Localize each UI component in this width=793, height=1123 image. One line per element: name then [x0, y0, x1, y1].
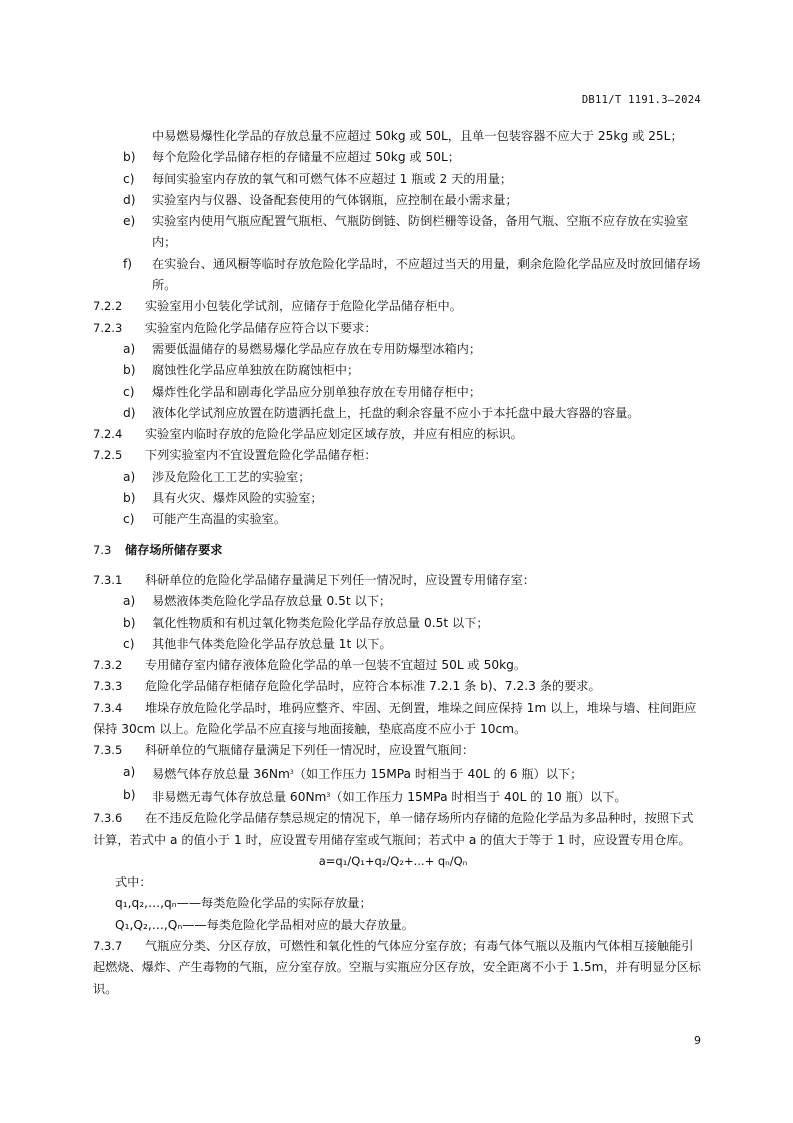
text-part: 非易燃无毒气体存放总量 60Nm — [152, 789, 327, 804]
list-item-text: 爆炸性化学品和剧毒化学品应分别单独存放在专用储存柜中； — [152, 384, 482, 399]
list-item-text — [152, 767, 582, 781]
list-item-text: 每间实验室内存放的氧气和可燃气体不应超过 1 瓶或 2 天的用量； — [152, 171, 513, 186]
text-part: （如工作压力 15MPa 时相当于 40L 的 10 瓶）以下。 — [330, 789, 627, 804]
list-item — [93, 785, 705, 808]
document-id-header: DB11/T 1191.3—2024 — [581, 94, 701, 106]
formula: a=q₁/Q₁+q₂/Q₂+...+ qₙ/Qₙ — [318, 853, 468, 868]
clause-7-3-4 — [93, 698, 705, 741]
list-item — [93, 762, 705, 785]
list-item-text: 液体化学试剂应放置在防遗洒托盘上，托盘的剩余容量不应小于本托盘中最大容器的容量。 — [152, 405, 640, 420]
list-item-text: 涉及危险化工工艺的实验室； — [152, 469, 311, 484]
list-item — [93, 169, 705, 190]
list-item — [93, 360, 705, 381]
list-item — [93, 254, 705, 297]
list-item-text: 每个危险化学品储存柜的存储量不应超过 50kg 或 50L； — [152, 150, 460, 165]
clause-number: 7.3.4 — [93, 700, 123, 715]
list-item — [93, 634, 705, 655]
formula-definition: Q₁,Q₂,…,Qₙ——每类危险化学品相对应的最大存放量。 — [115, 917, 414, 932]
clause-number: 7.3.5 — [93, 743, 123, 758]
clause-7-3-1 — [93, 570, 705, 591]
list-item-text — [152, 790, 627, 804]
list-item-text: 需要低温储存的易燃易爆化学品应存放在专用防爆型冰箱内； — [152, 341, 482, 356]
clause-7-2-2 — [93, 296, 705, 317]
clause-text: 气瓶应分类、分区存放，可燃性和氧化性的气体应分室存放；有毒气体气瓶以及瓶内气体相互接触能引起燃烧、爆炸、产生毒物的气瓶，应分室存放。空瓶与实瓶应分区存放，安全距离不小于 1.5m，并有明显分区标识。 — [93, 938, 701, 996]
clause-text: 在不违反危险化学品储存禁忌规定的情况下，单一储存场所内存储的危险化学品为多品种时，按照下式计算，若式中 a 的值小于 1 时，应设置专用储存室或气瓶间；若式中 a 的值大于等于 1 时，应设置专用仓库。 — [93, 811, 694, 847]
list-item — [93, 488, 705, 509]
list-item — [93, 339, 705, 360]
clause-number: 7.3.1 — [93, 572, 123, 587]
list-item-label: a) — [123, 764, 136, 779]
clause-text: 堆垛存放危险化学品时，堆码应整齐、牢固、无倒置，堆垛之间应保持 1m 以上，堆垛与墙、柱间距应保持 30cm 以上。危险化学品不应直接与地面接触，垫底高度不应小于 10cm。 — [93, 700, 697, 737]
continued-item-text: 中易燃易爆性化学品的存放总量不应超过 50kg 或 50L，且单一包装容器不应大于 25kg 或 25L； — [152, 129, 683, 143]
clause-7-2-3 — [93, 318, 705, 339]
text-part: （如工作压力 15MPa 时相当于 40L 的 6 瓶）以下； — [293, 766, 583, 781]
list-item — [93, 509, 705, 530]
clause-number: 7.3.3 — [93, 679, 123, 694]
list-item-text: 氧化性物质和有机过氧化物类危险化学品存放总量 0.5t 以下； — [152, 615, 489, 630]
list-item-text: 具有火灾、爆炸风险的实验室； — [152, 491, 323, 506]
clause-7-3-7 — [93, 936, 705, 1000]
text-part: 易燃气体存放总量 36Nm — [152, 766, 290, 781]
section-number: 7.3 — [93, 542, 112, 557]
list-item-label: c) — [123, 512, 135, 527]
formula-definition: q₁,q₂,…,qₙ——每类危险化学品的实际存放量； — [115, 896, 372, 911]
page-number: 9 — [694, 1034, 701, 1047]
list-item-label: c) — [123, 384, 135, 399]
clause-number: 7.2.5 — [93, 448, 123, 463]
formula-where-label: 式中： — [115, 875, 152, 890]
list-item-label: d) — [123, 405, 136, 420]
list-item — [93, 147, 705, 168]
list-item — [93, 467, 705, 488]
clause-number: 7.2.3 — [93, 320, 123, 335]
list-item — [93, 382, 705, 403]
list-item — [93, 211, 705, 254]
list-item-text: 可能产生高温的实验室。 — [152, 512, 287, 527]
clause-number: 7.3.6 — [93, 811, 123, 826]
list-item-text: 实验室内使用气瓶应配置气瓶柜、气瓶防倒链、防倒栏栅等设备，备用气瓶、空瓶不应存放在实验室内； — [152, 214, 689, 250]
list-item — [93, 403, 705, 424]
list-item-text: 易燃液体类危险化学品存放总量 0.5t 以下； — [152, 594, 392, 609]
clause-number: 7.3.7 — [93, 938, 123, 953]
list-item-label: b) — [123, 491, 136, 506]
list-item-label: a) — [123, 594, 136, 609]
list-item-label: b) — [123, 150, 136, 165]
list-item-label: a) — [123, 469, 136, 484]
clause-text: 危险化学品储存柜储存危险化学品时，应符合本标准 7.2.1 条 b)、7.2.3 条的要求。 — [145, 679, 601, 694]
list-item-text: 在实验台、通风橱等临时存放危险化学品时，不应超过当天的用量，剩余危险化学品应及时放回储存场所。 — [152, 256, 701, 293]
clause-number: 7.2.4 — [93, 427, 123, 442]
clause-text: 实验室用小包装化学试剂，应储存于危险化学品储存柜中。 — [145, 299, 462, 314]
list-item-label: e) — [123, 214, 136, 229]
clause-text: 科研单位的气瓶储存量满足下列任一情况时，应设置气瓶间： — [145, 743, 475, 758]
clause-7-3-2 — [93, 655, 705, 676]
section-title: 储存场所储存要求 — [125, 542, 223, 557]
list-item-label: b) — [123, 787, 136, 802]
clause-text: 实验室内危险化学品储存应符合以下要求： — [145, 320, 377, 335]
list-item-label: b) — [123, 615, 136, 630]
list-item-label: f) — [123, 256, 133, 271]
list-item-text: 腐蚀性化学品应单独放在防腐蚀柜中； — [152, 363, 360, 378]
clause-7-3-5 — [93, 740, 705, 761]
section-heading-7-3 — [93, 540, 705, 561]
clause-number: 7.3.2 — [93, 658, 123, 673]
superscript: 3 — [326, 791, 331, 799]
clause-text: 专用储存室内储存液体危险化学品的单一包装不宜超过 50L 或 50kg。 — [145, 658, 527, 673]
list-item — [93, 190, 705, 211]
list-item-label: a) — [123, 341, 136, 356]
clause-text: 科研单位的危险化学品储存量满足下列任一情况时，应设置专用储存室： — [145, 572, 535, 587]
clause-number: 7.2.2 — [93, 299, 123, 314]
list-item-label: c) — [123, 171, 135, 186]
superscript: 3 — [289, 768, 294, 776]
list-item-label: d) — [123, 192, 136, 207]
list-item-text: 实验室内与仪器、设备配套使用的气体钢瓶，应控制在最小需求量； — [152, 192, 518, 207]
clause-7-3-6 — [93, 808, 705, 851]
list-item — [93, 591, 705, 612]
list-item-text: 其他非气体类危险化学品存放总量 1t 以下。 — [152, 636, 392, 651]
list-item-label: b) — [123, 363, 136, 378]
clause-7-2-4 — [93, 424, 705, 445]
list-item — [93, 613, 705, 634]
clause-text: 下列实验室内不宜设置危险化学品储存柜： — [145, 448, 377, 463]
list-item-label: c) — [123, 636, 135, 651]
document-body — [93, 126, 705, 1000]
clause-text: 实验室内临时存放的危险化学品应划定区域存放，并应有相应的标识。 — [145, 427, 523, 442]
clause-7-3-3 — [93, 676, 705, 697]
clause-7-2-5 — [93, 445, 705, 466]
